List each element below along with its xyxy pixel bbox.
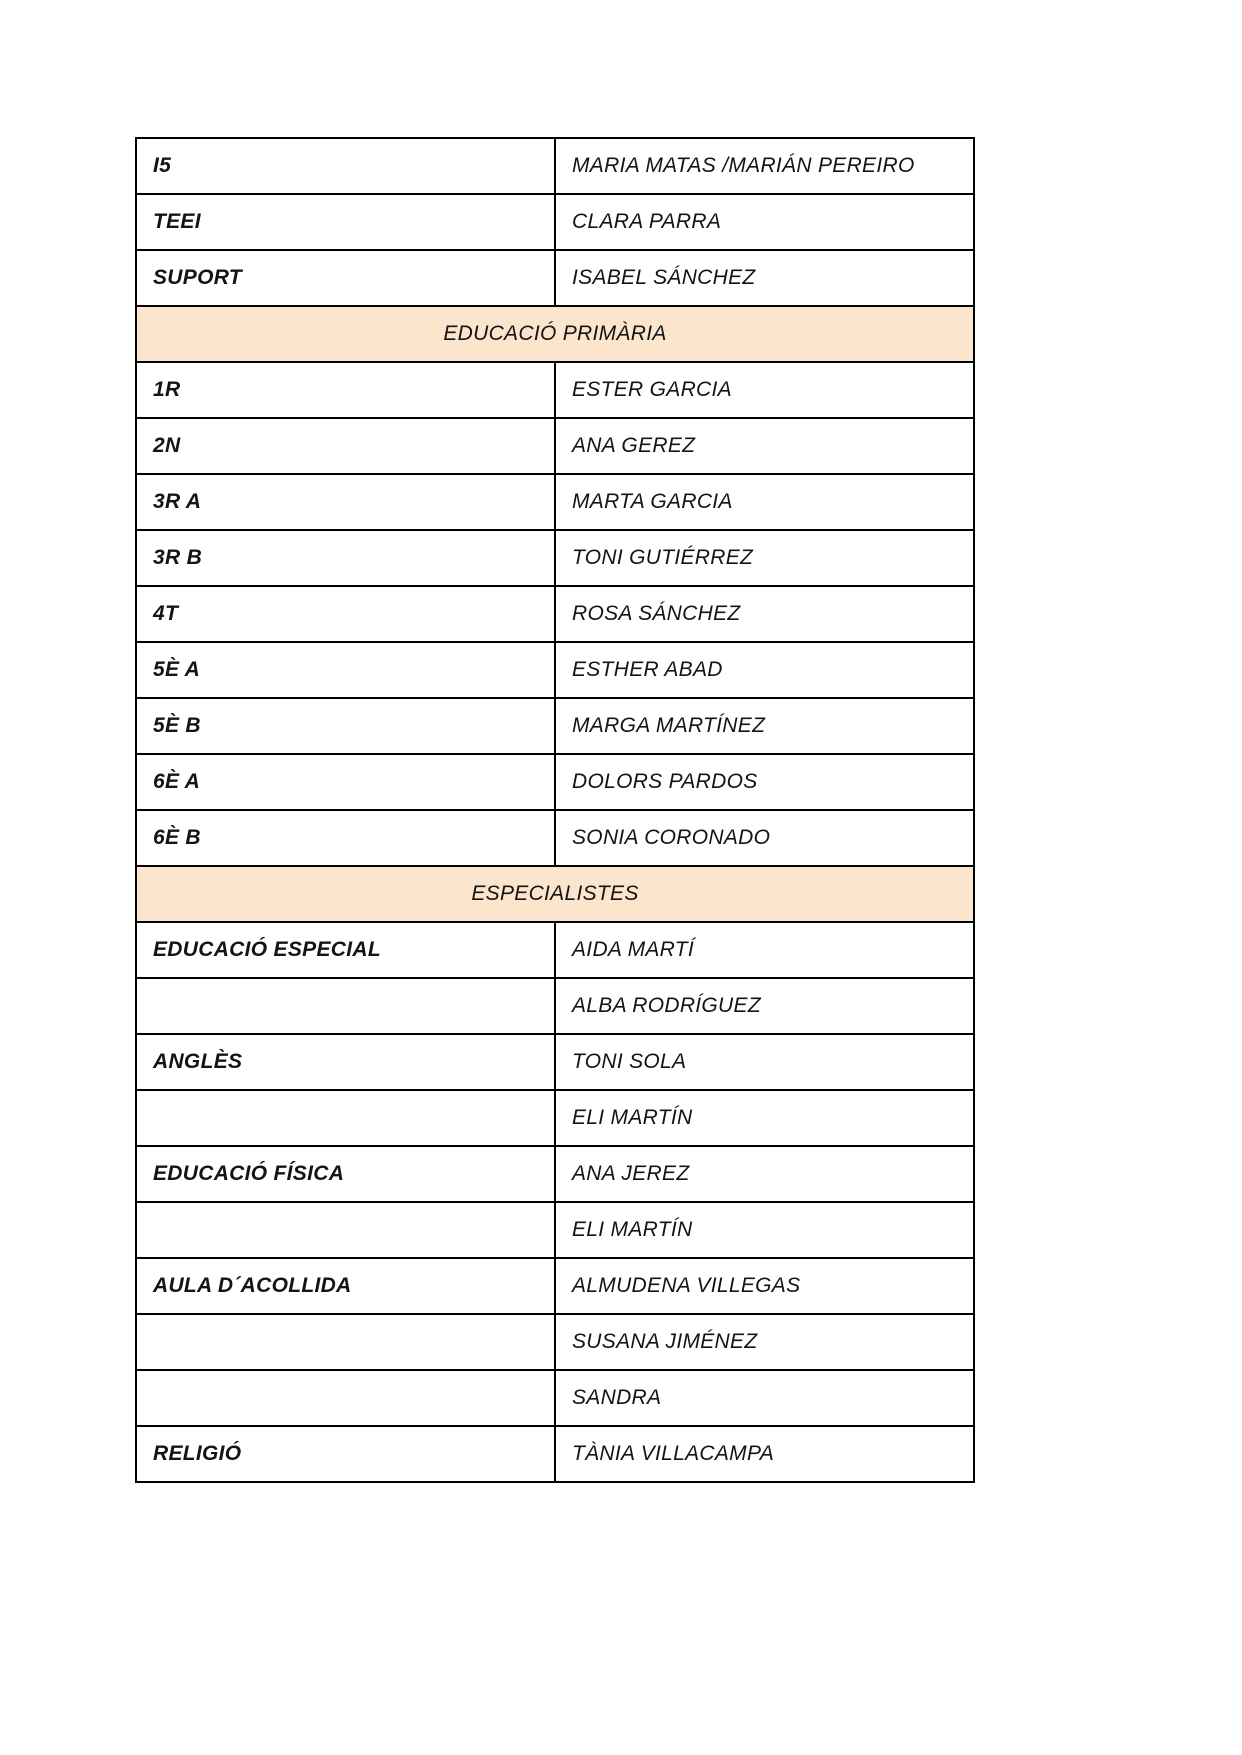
teacher-cell: TÀNIA VILLACAMPA (555, 1426, 974, 1482)
group-cell: 3R A (136, 474, 555, 530)
group-cell: 4T (136, 586, 555, 642)
group-cell (136, 1202, 555, 1258)
section-header-row (136, 306, 974, 362)
table-row (136, 1034, 974, 1090)
teacher-cell: SUSANA JIMÉNEZ (555, 1314, 974, 1370)
table-row (136, 1090, 974, 1146)
group-cell (136, 1370, 555, 1426)
staff-assignment-table (135, 137, 975, 1483)
group-cell: 5È A (136, 642, 555, 698)
table-row (136, 1426, 974, 1482)
teacher-cell: AIDA MARTÍ (555, 922, 974, 978)
group-cell: SUPORT (136, 250, 555, 306)
table-row (136, 810, 974, 866)
table-row (136, 978, 974, 1034)
teacher-cell: ALMUDENA VILLEGAS (555, 1258, 974, 1314)
teacher-cell: DOLORS PARDOS (555, 754, 974, 810)
group-cell: RELIGIÓ (136, 1426, 555, 1482)
teacher-cell: ESTER GARCIA (555, 362, 974, 418)
teacher-cell: ANA JEREZ (555, 1146, 974, 1202)
table-row (136, 1202, 974, 1258)
teacher-cell: CLARA PARRA (555, 194, 974, 250)
table-row (136, 754, 974, 810)
group-cell: EDUCACIÓ ESPECIAL (136, 922, 555, 978)
table-row (136, 1370, 974, 1426)
table-row (136, 698, 974, 754)
table-row (136, 194, 974, 250)
group-cell: 2N (136, 418, 555, 474)
group-cell: 5È B (136, 698, 555, 754)
teacher-cell: MARTA GARCIA (555, 474, 974, 530)
table-row (136, 922, 974, 978)
teacher-cell: ALBA RODRÍGUEZ (555, 978, 974, 1034)
group-cell: EDUCACIÓ FÍSICA (136, 1146, 555, 1202)
table-row (136, 418, 974, 474)
group-cell: 1R (136, 362, 555, 418)
section-header-row (136, 866, 974, 922)
table-row (136, 250, 974, 306)
group-cell: 3R B (136, 530, 555, 586)
teacher-cell: ROSA SÁNCHEZ (555, 586, 974, 642)
group-cell: ANGLÈS (136, 1034, 555, 1090)
group-cell: 6È B (136, 810, 555, 866)
table-row (136, 642, 974, 698)
teacher-cell: MARGA MARTÍNEZ (555, 698, 974, 754)
teacher-cell: SONIA CORONADO (555, 810, 974, 866)
teacher-cell: TONI SOLA (555, 1034, 974, 1090)
table-row (136, 1314, 974, 1370)
teacher-cell: MARIA MATAS /MARIÁN PEREIRO (555, 138, 974, 194)
table-row (136, 138, 974, 194)
group-cell: AULA D´ACOLLIDA (136, 1258, 555, 1314)
teacher-cell: TONI GUTIÉRREZ (555, 530, 974, 586)
table-row (136, 474, 974, 530)
section-title: EDUCACIÓ PRIMÀRIA (136, 306, 974, 362)
teacher-cell: ELI MARTÍN (555, 1090, 974, 1146)
teacher-cell: ANA GEREZ (555, 418, 974, 474)
table-row (136, 362, 974, 418)
group-cell (136, 978, 555, 1034)
group-cell: 6È A (136, 754, 555, 810)
group-cell (136, 1314, 555, 1370)
teacher-cell: ISABEL SÁNCHEZ (555, 250, 974, 306)
table-row (136, 586, 974, 642)
teacher-cell: ESTHER ABAD (555, 642, 974, 698)
group-cell (136, 1090, 555, 1146)
group-cell: TEEI (136, 194, 555, 250)
table-row (136, 1146, 974, 1202)
section-title: ESPECIALISTES (136, 866, 974, 922)
teacher-cell: ELI MARTÍN (555, 1202, 974, 1258)
table-row (136, 530, 974, 586)
group-cell: I5 (136, 138, 555, 194)
table-row (136, 1258, 974, 1314)
teacher-cell: SANDRA (555, 1370, 974, 1426)
